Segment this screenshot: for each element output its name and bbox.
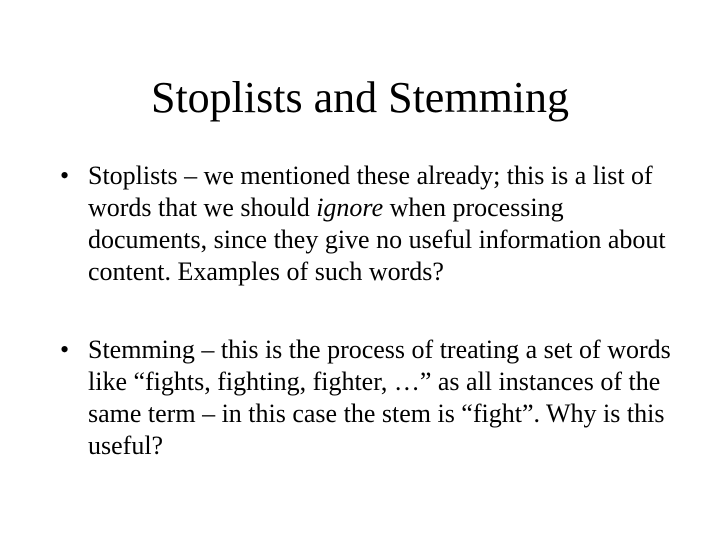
- bullet-text: Stemming – this is the process of treating a set of words like “fights, fighting, fighter, …” as all instances of the same term – in this case the stem is “fight”. Why is this useful?: [88, 335, 671, 460]
- bullet-list: [60, 160, 680, 462]
- bullet-text-part: Stoplists – we mentioned these already; this is a list of words that we should: [88, 161, 653, 222]
- bullet-marker: •: [60, 335, 70, 364]
- slide-title: Stoplists and Stemming: [150, 73, 570, 122]
- bullet-emphasis: ignore: [316, 193, 384, 222]
- bullet-text-part: when processing documents, since they give no useful information about content. Examples of such words?: [88, 193, 666, 286]
- bullet-text: [88, 161, 666, 286]
- bullet-stoplists: [60, 160, 680, 288]
- bullet-marker: •: [60, 161, 70, 190]
- bullet-stemming: [60, 334, 680, 462]
